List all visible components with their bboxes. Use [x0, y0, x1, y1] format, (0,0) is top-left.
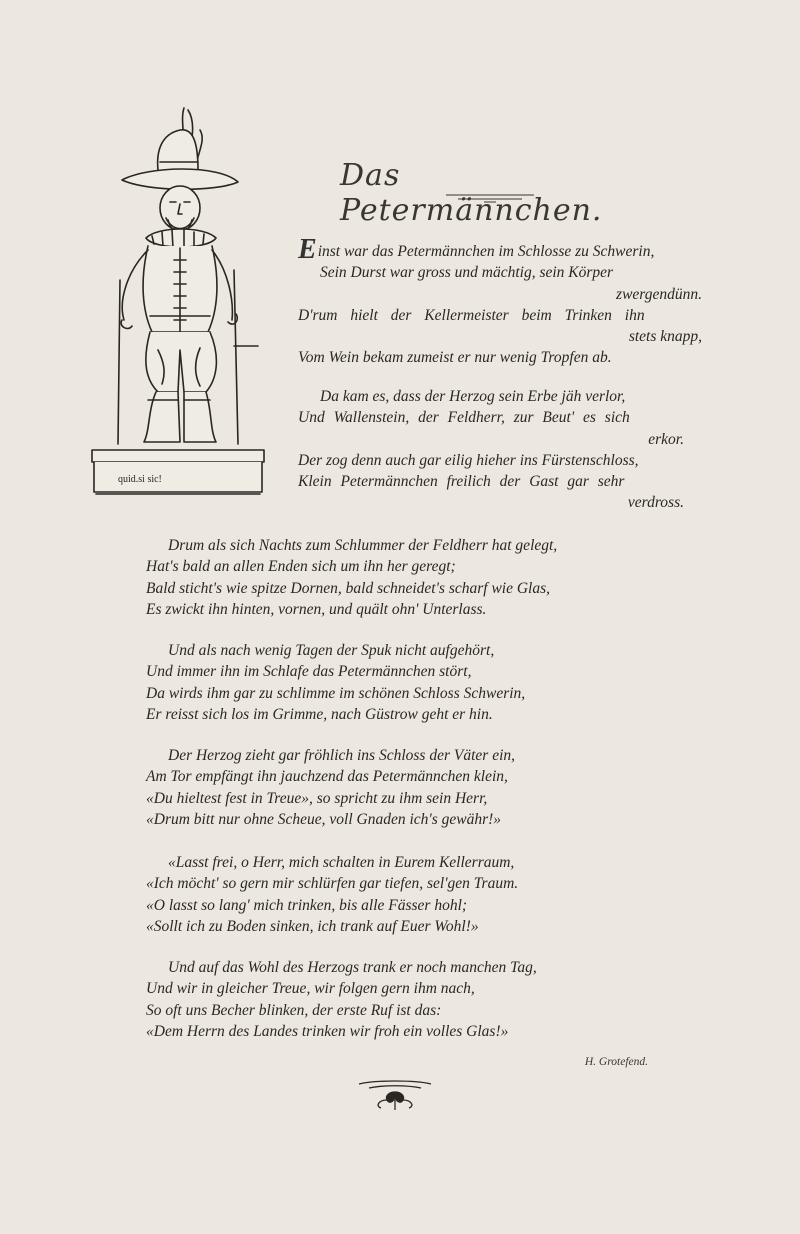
verse-line: Und als nach wenig Tagen der Spuk nicht aufgehört,	[168, 642, 495, 659]
stanza-7	[146, 957, 537, 1042]
verse-line: Da kam es, dass der Herzog sein Erbe jäh verlor,	[320, 388, 626, 405]
verse-line: «O lasst so lang' mich trinken, bis alle Fässer hohl;	[146, 896, 468, 914]
stanza-2	[298, 386, 684, 514]
verse-line: erkor.	[648, 430, 684, 448]
verse-line: Vom Wein bekam zumeist er nur wenig Tropfen ab.	[298, 349, 612, 367]
verse-line: Da wirds ihm gar zu schlimme im schönen Schloss Schwerin,	[146, 684, 526, 702]
verse-line: Hat's bald an allen Enden sich um ihn her geregt;	[146, 558, 456, 576]
stanza-5	[146, 745, 515, 830]
verse-line: Drum als sich Nachts zum Schlummer der Feldherr hat gelegt,	[168, 537, 558, 554]
verse-line: Klein Petermännchen freilich der Gast gar sehr	[298, 473, 625, 491]
verse-line: «Dem Herrn des Landes trinken wir froh ein volles Glas!»	[146, 1022, 509, 1040]
verse-line: «Drum bitt nur ohne Scheue, voll Gnaden ich's gewähr!»	[146, 810, 502, 828]
poem-title: Das Petermännchen.	[340, 158, 603, 229]
verse-line: Es zwickt ihn hinten, vornen, und quält ohn' Unterlass.	[146, 600, 487, 618]
stanza-1	[298, 234, 702, 369]
verse-line: Und wir in gleicher Treue, wir folgen gern ihm nach,	[146, 980, 475, 998]
stanza-4	[146, 640, 525, 725]
verse-line: Er reisst sich los im Grimme, nach Güstrow geht er hin.	[146, 705, 493, 723]
verse-line: «Du hieltest fest in Treue», so spricht zu ihm sein Herr,	[146, 789, 488, 807]
verse-text: inst war das Petermännchen im Schlosse zu Schwerin,	[317, 243, 655, 260]
petermaennchen-illustration	[88, 100, 268, 500]
drop-cap: E	[298, 234, 317, 265]
verse-line: Und auf das Wohl des Herzogs trank er noch manchen Tag,	[168, 959, 537, 976]
verse-line: «Ich möcht' so gern mir schlürfen gar tiefen, sel'gen Traum.	[146, 875, 519, 893]
figure-inscription: quid.si sic!	[118, 474, 162, 485]
verse-line: Bald sticht's wie spitze Dornen, bald schneidet's scharf wie Glas,	[146, 579, 551, 597]
verse-line: Der zog denn auch gar eilig hieher ins Fürstenschloss,	[298, 451, 639, 469]
verse-line: Und Wallenstein, der Feldherr, zur Beut' es sich	[298, 409, 630, 427]
title-ornament	[440, 190, 540, 204]
stanza-6	[146, 852, 518, 937]
verse-line: Und immer ihn im Schlafe das Petermännchen stört,	[146, 663, 472, 681]
verse-line: verdross.	[627, 494, 684, 512]
verse-line: «Sollt ich zu Boden sinken, ich trank auf Euer Wohl!»	[146, 917, 479, 935]
verse-line: Sein Durst war gross und mächtig, sein Körper	[320, 264, 614, 282]
verse-line: Der Herzog zieht gar fröhlich ins Schloss der Väter ein,	[168, 747, 516, 764]
verse-line: zwergendünn.	[616, 285, 702, 303]
author-signature: H. Grotefend.	[584, 1056, 648, 1068]
stanza-3	[146, 535, 557, 620]
verse-line: stets knapp,	[628, 328, 702, 346]
verse-line	[298, 234, 702, 265]
fleuron-ornament	[355, 1078, 435, 1112]
verse-line: Am Tor empfängt ihn jauchzend das Petermännchen klein,	[146, 768, 508, 786]
verse-line: «Lasst frei, o Herr, mich schalten in Eurem Kellerraum,	[168, 854, 515, 871]
verse-line: So oft uns Becher blinken, der erste Ruf ist das:	[146, 1001, 442, 1019]
verse-line: D'rum hielt der Kellermeister beim Trinken ihn	[298, 306, 645, 324]
